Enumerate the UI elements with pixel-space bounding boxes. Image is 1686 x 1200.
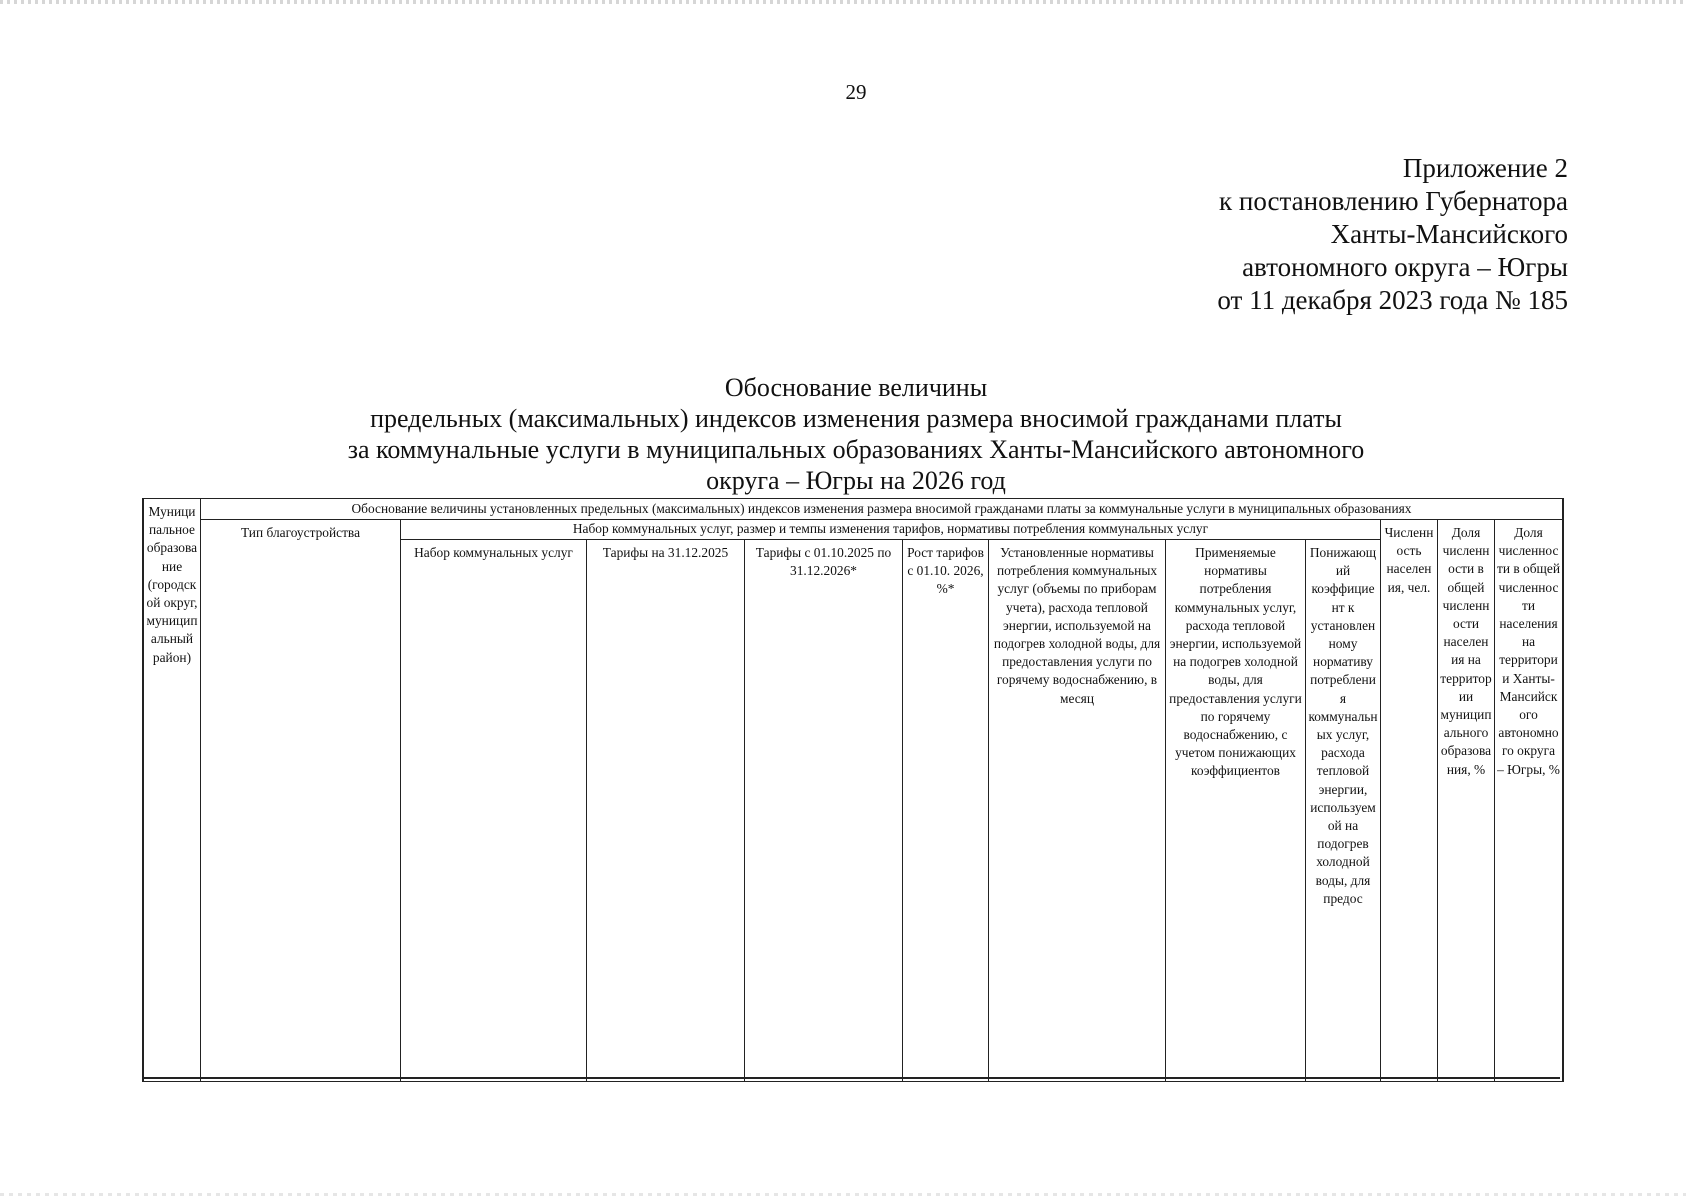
- appendix-block: [1217, 152, 1568, 317]
- header-tariffs-2026: Тарифы с 01.10.2025 по 31.12.2026*: [745, 540, 903, 1082]
- header-municipality: Муниципальное образование (городской округ, муниципальный район): [144, 499, 201, 1082]
- appendix-line-4: автономного округа – Югры: [1242, 252, 1568, 282]
- header-tariff-growth: Рост тарифов с 01.10. 2026, %*: [903, 540, 989, 1082]
- header-improvement-type: Тип благоустройства: [201, 520, 401, 1082]
- scan-top-edge: [0, 0, 1686, 4]
- appendix-line-2: к постановлению Губернатора: [1219, 186, 1568, 216]
- header-established-norms: Установленные нормативы потребления коммунальных услуг (объемы по приборам учета), расхода тепловой энергии, используемой на подогрев холодной воды, для предоставления услуги по горячему водоснабжению, в месяц: [989, 540, 1166, 1082]
- header-services-group: Набор коммунальных услуг, размер и темпы изменения тарифов, нормативы потребления коммунальных услуг: [401, 520, 1381, 540]
- scan-bottom-edge: [0, 1193, 1686, 1196]
- header-reducing-coefficient: Понижающий коэффициент к установленному нормативу потребления коммунальных услуг, расхода тепловой энергии, используемой на подогрев холодной воды, для предос: [1306, 540, 1381, 1082]
- title-line-2: предельных (максимальных) индексов изменения размера вносимой гражданами платы: [370, 404, 1342, 433]
- table-bottom-border: [142, 1077, 1560, 1079]
- title-line-4: округа – Югры на 2026 год: [706, 466, 1006, 495]
- title-line-1: Обоснование величины: [724, 373, 988, 402]
- header-share-municipal: Доля численности в общей численности населения на территории муниципального образования, %: [1438, 520, 1495, 1082]
- title-line-3: за коммунальные услуги в муниципальных образованиях Ханты-Мансийского автономного: [347, 435, 1365, 464]
- header-justification-group: Обоснование величины установленных предельных (максимальных) индексов изменения размера вносимой гражданами платы за коммунальные услуги в муниципальных образованиях: [201, 499, 1562, 520]
- justification-table: [142, 498, 1564, 1082]
- header-share-okrug: Доля численности в общей численности населения на территории Ханты-Мансийского автономного округа – Югры, %: [1495, 520, 1562, 1082]
- header-services-set: Набор коммунальных услуг: [401, 540, 587, 1082]
- appendix-line-1: Приложение 2: [1402, 153, 1568, 183]
- appendix-line-3: Ханты-Мансийского: [1330, 219, 1568, 249]
- page-number: 29: [845, 80, 867, 104]
- header-tariffs-2025: Тарифы на 31.12.2025: [587, 540, 745, 1082]
- header-population: Численность населения, чел.: [1381, 520, 1438, 1082]
- appendix-line-5: от 11 декабря 2023 года № 185: [1217, 285, 1568, 315]
- header-applied-norms: Применяемые нормативы потребления коммунальных услуг, расхода тепловой энергии, используемой на подогрев холодной воды, для предоставления услуги по горячему водоснабжению, с учетом понижающих коэффициентов: [1166, 540, 1306, 1082]
- document-title: [0, 372, 1686, 496]
